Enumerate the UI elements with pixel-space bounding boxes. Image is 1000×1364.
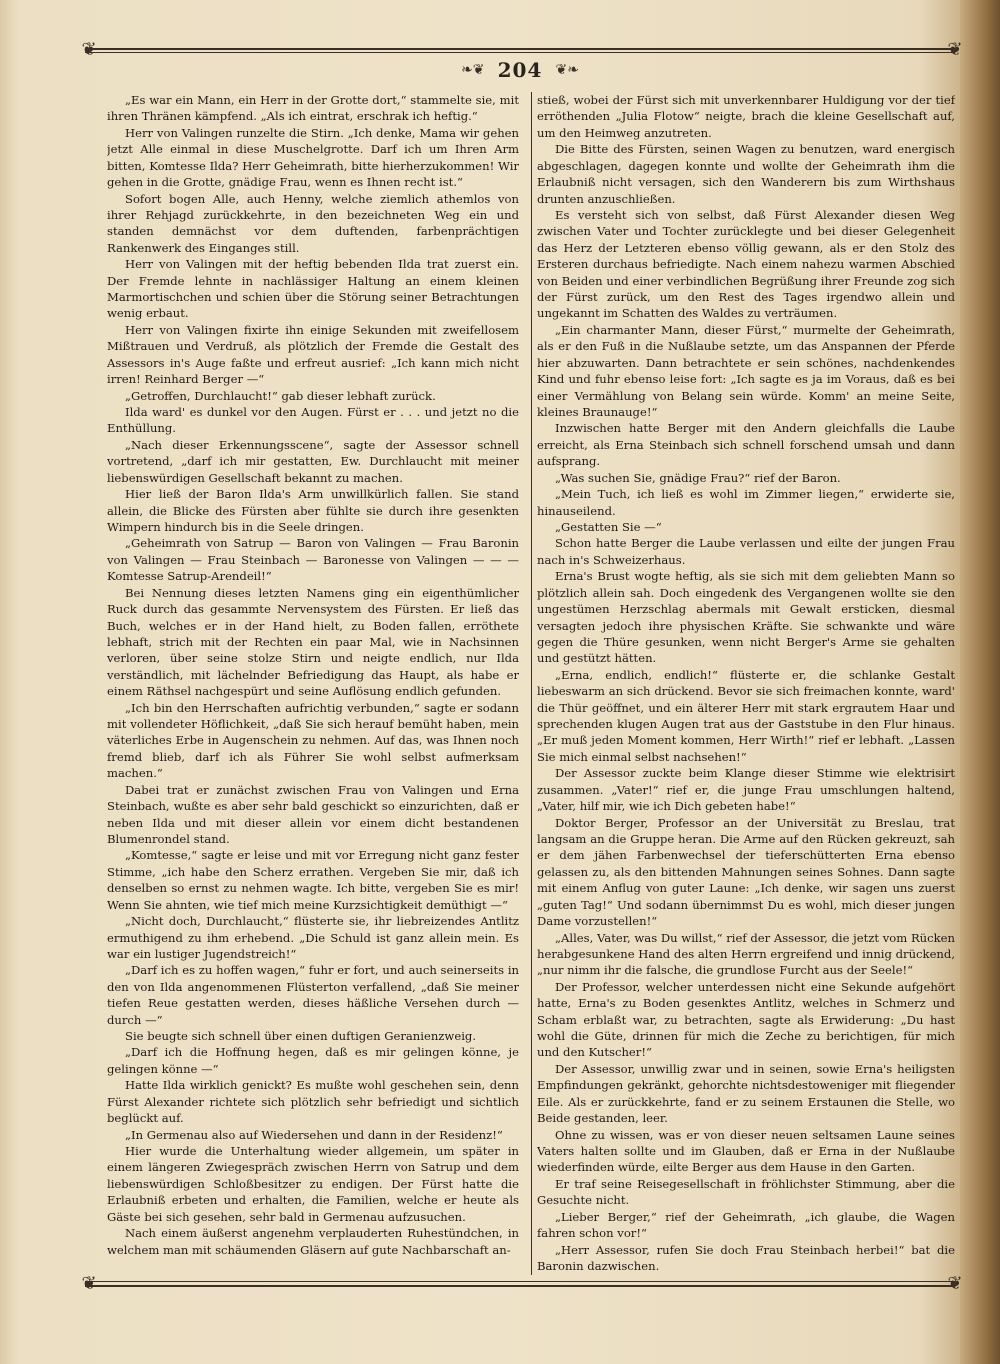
paragraph: „Alles, Vater, was Du willst,“ rief der Assessor, die jetzt vom Rücken herabgesunkene Hand des alten Herrn ergreifend und innig drückend, „nur nimm ihr die falsche, die grundlose Furcht aus der Seele!“: [537, 930, 955, 978]
paragraph: Der Assessor zuckte beim Klange dieser Stimme wie elektrisirt zusammen. „Vater!“ rief er, die junge Frau umschlungen haltend, „Vater, hilf mir, wie ich Dich gebeten habe!“: [537, 766, 955, 814]
paragraph: Inzwischen hatte Berger mit den Andern gleichfalls die Laube erreicht, als Erna Steinbach sich schnell forschend umsah und dann aufsprang.: [537, 421, 955, 469]
paragraph: Sofort bogen Alle, auch Henny, welche ziemlich athemlos von ihrer Rehjagd zurückkehrte, in den bezeichneten Weg ein und standen demnächst vor dem duftenden, farbenprächtigen Rankenwerk des Einganges still.: [107, 191, 519, 255]
paragraph: Hatte Ilda wirklich genickt? Es mußte wohl geschehen sein, denn Fürst Alexander richtete sich plötzlich sehr befriedigt und sichtlich beglückt auf.: [107, 1078, 519, 1126]
paragraph: „Nach dieser Erkennungsscene“, sagte der Assessor schnell vortretend, „darf ich mir gestatten, Ew. Durchlaucht mit meiner liebenswürdigen Gesellschaft bekannt zu machen.: [107, 437, 519, 485]
header-ornament-left-icon: ❧❦: [461, 62, 485, 78]
paragraph: Doktor Berger, Professor an der Universität zu Breslau, trat langsam an die Gruppe heran. Die Arme auf den Rücken gekreuzt, sah er dem jähen Farbenwechsel der tieferschütterten Erna ebenso gelassen zu, als den bittenden Mahnungen seines Sohnes. Dann sagte mit einem Anflug von guter Laune: „Ich denke, wir sagen uns zuerst „guten Tag!“ Und sodann übernimmst Du es wohl, mich dieser jungen Dame vorzustellen!“: [537, 815, 955, 929]
paragraph: Ohne zu wissen, was er von dieser neuen seltsamen Laune seines Vaters halten sollte und im Glauben, daß er Erna in der Nußlaube wiederfinden würde, eilte Berger aus dem Hause in den Garten.: [537, 1127, 955, 1175]
paragraph: Der Professor, welcher unterdessen nicht eine Sekunde aufgehört hatte, Erna's zu Boden gesenktes Antlitz, welches in Schmerz und Scham erblaßt war, zu betrachten, sagte als Erwiderung: „Du hast wohl die Güte, drinnen für mich die Zeche zu berichtigen, für mich und den Kutscher!“: [537, 979, 955, 1060]
corner-ornament-icon: ❦: [81, 1273, 97, 1294]
binding-spine: [960, 0, 1000, 1364]
paragraph: Erna's Brust wogte heftig, als sie sich mit dem geliebten Mann so plötzlich allein sah. Doch eingedenk des Vergangenen wollte sie den ungestümen Herzschlag abermals mit Gewalt ersticken, diesmal versagten jedoch ihre physischen Kräfte. Sie schwankte und wäre gegen die Thüre gesunken, wenn nicht Berger's Arme sie gehalten und gestützt hätten.: [537, 569, 955, 666]
top-frame-rule-thin: [85, 52, 955, 53]
paragraph: Er traf seine Reisegesellschaft in fröhlichster Stimmung, aber die Gesuchte nicht.: [537, 1176, 955, 1208]
paragraph: „Erna, endlich, endlich!“ flüsterte er, die schlanke Gestalt liebeswarm an sich drückend. Bevor sie sich freimachen konnte, ward' die Thür geöffnet, und ein älterer Herr mit stark ergrautem Haar und sprechenden klugen Augen trat aus der Gaststube in den Flur hinaus. „Er muß jeden Moment kommen, Herr Wirth!“ rief er lebhaft. „Lassen Sie mich einmal selbst nachsehen!“: [537, 667, 955, 764]
paragraph: „Nicht doch, Durchlaucht,“ flüsterte sie, ihr liebreizendes Antlitz ermuthigend zu ihm erhebend. „Die Schuld ist ganz allein mein. Es war ein lustiger Jugendstreich!“: [107, 914, 519, 961]
paragraph: „Ich bin den Herrschaften aufrichtig verbunden,“ sagte er sodann mit vollendeter Höflichkeit, „daß Sie sich herauf bemüht haben, mein väterliches Erbe in Augenschein zu nehmen. Auf das, was Ihnen noch fremd blieb, darf ich als Führer Sie wohl selbst aufmerksam machen.“: [107, 700, 519, 781]
paragraph: „Geheimrath von Satrup — Baron von Valingen — Frau Baronin von Valingen — Frau Steinbach — Baronesse von Valingen — — — Komtesse Satrup-Arendeil!“: [107, 536, 519, 584]
bottom-frame-rule: [85, 1285, 955, 1287]
paragraph: „Es war ein Mann, ein Herr in der Grotte dort,“ stammelte sie, mit ihren Thränen kämpfend. „Als ich eintrat, erschrak ich heftig.“: [107, 93, 519, 124]
paragraph: Herr von Valingen runzelte die Stirn. „Ich denke, Mama wir gehen jetzt Alle einmal in diese Muschelgrotte. Darf ich um Ihren Arm bitten, Komtesse Ilda? Herr Geheimrath, bitte hierherzukommen! Wir gehen in die Grotte, gnädige Frau, wenn es Ihnen recht ist.“: [107, 125, 519, 190]
header-ornament-right-icon: ❦❧: [555, 62, 579, 78]
paragraph: Bei Nennung dieses letzten Namens ging ein eigenthümlicher Ruck durch das gesammte Nervensystem des Fürsten. Er ließ das Buch, welches er in der Hand hielt, zu Boden fallen, erröthete lebhaft, strich mit der Rechten ein paar Mal, wie in Nachsinnen verloren, über seine stolze Stirn und neigte endlich, nur Ilda verständlich, mit lächelnder Befriedigung das Haupt, als habe er einem Räthsel nachgespürt und seine Auflösung endlich gefunden.: [107, 585, 519, 699]
page-header: [85, 58, 955, 86]
paragraph: „In Germenau also auf Wiedersehen und dann in der Residenz!“: [125, 1127, 503, 1142]
top-frame-rule: [85, 48, 955, 50]
paragraph: „Darf ich die Hoffnung hegen, daß es mir gelingen könne, je gelingen könne —“: [107, 1045, 519, 1076]
paragraph: „Mein Tuch, ich ließ es wohl im Zimmer liegen,“ erwiderte sie, hinauseilend.: [537, 487, 955, 518]
column-divider: [531, 92, 532, 1275]
corner-ornament-icon: ❦: [947, 1273, 963, 1294]
paragraph: stieß, wobei der Fürst sich mit unverkennbarer Huldigung vor der tief erröthenden „Julia Flotow“ neigte, brach die kleine Gesellschaft auf, um den Heimweg anzutreten.: [537, 93, 955, 140]
paragraph: Nach einem äußerst angenehm verplauderten Ruhestündchen, in welchem man mit schäumenden Gläsern auf gute Nachbarschaft an-: [107, 1226, 519, 1257]
paragraph: „Darf ich es zu hoffen wagen,“ fuhr er fort, und auch seinerseits in den von Ilda angenommenen Flüsterton verfallend, „daß Sie meiner tiefen Reue gestatten werden, dieses häßliche Versehen durch — durch —“: [107, 963, 519, 1027]
paragraph: „Lieber Berger,“ rief der Geheimrath, „ich glaube, die Wagen fahren schon vor!“: [537, 1209, 955, 1241]
paragraph: Die Bitte des Fürsten, seinen Wagen zu benutzen, ward energisch abgeschlagen, dagegen konnte und wollte der Geheimrath ihm die Erlaubniß nicht versagen, sich den Wanderern bis zum Wirthshaus drunten anzuschließen.: [537, 142, 955, 206]
paragraph: Hier wurde die Unterhaltung wieder allgemein, um später in einem längeren Zwiegespräch zwischen Herrn von Satrup und dem liebenswürdigen Schloßbesitzer zu endigen. Der Fürst hatte die Erlaubniß erbeten und erhalten, die Familien, welche er heute als Gäste bei sich gesehen, sehr bald in Germenau aufzusuchen.: [107, 1144, 519, 1224]
paragraph: Sie beugte sich schnell über einen duftigen Geranienzweig.: [125, 1029, 477, 1044]
bottom-frame-rule-thin: [85, 1281, 955, 1282]
paragraph: „Komtesse,“ sagte er leise und mit vor Erregung nicht ganz fester Stimme, „ich habe den Scherz errathen. Vergeben Sie mir, daß ich denselben so ernst zu nehmen wagte. Ich bitte, vergeben Sie es mir! Wenn Sie ahnten, wie tief mich meine Kurzsichtigkeit demüthigt —“: [107, 848, 519, 912]
paragraph: Es versteht sich von selbst, daß Fürst Alexander diesen Weg zwischen Vater und Tochter zurücklegte und bei dieser Gelegenheit das Herz der Letzteren ebenso völlig gewann, als er den Stolz des Ersteren durchaus befriedigte. Nach einem nahezu warmen Abschied von Beiden und einer verbindlichen Begrüßung ihrer Freunde zog sich der Fürst zurück, um den Rest des Tages irgendwo allein und ungekannt im Schatten des Waldes zu verträumen.: [537, 207, 955, 321]
page-number: 204: [497, 58, 543, 82]
paragraph: Ilda ward' es dunkel vor den Augen. Fürst er . . . und jetzt no die Enthüllung.: [107, 405, 519, 436]
corner-ornament-icon: ❦: [81, 39, 97, 60]
paragraph: „Was suchen Sie, gnädige Frau?“ rief der Baron.: [555, 470, 841, 485]
paragraph: Der Assessor, unwillig zwar und in seinen, sowie Erna's heiligsten Empfindungen gekränkt, gehorchte nichtsdestoweniger mit fliegender Eile. Als er zurückkehrte, fand er zu seinem Erstaunen die Stelle, wo Beide gestanden, leer.: [537, 1061, 955, 1126]
paragraph: „Gestatten Sie —“: [555, 519, 662, 534]
paragraph: Hier ließ der Baron Ilda's Arm unwillkürlich fallen. Sie stand allein, die Blicke des Fürsten aber fühlte sie durch ihre gesenkten Wimpern hindurch bis in die Seele dringen.: [107, 487, 519, 534]
paragraph: Herr von Valingen mit der heftig bebenden Ilda trat zuerst ein. Der Fremde lehnte in nachlässiger Haltung an einem kleinen Marmortischchen und schien über die Störung seiner Betrachtungen wenig erbaut.: [107, 257, 519, 321]
paragraph: Dabei trat er zunächst zwischen Frau von Valingen und Erna Steinbach, wußte es aber sehr bald geschickt so einzurichten, daß er neben Ilda und mit dieser allein vor einem dicht bestandenen Blumenrondel stand.: [107, 782, 519, 846]
paragraph: Schon hatte Berger die Laube verlassen und eilte der jungen Frau nach in's Schweizerhaus.: [537, 536, 955, 567]
corner-ornament-icon: ❦: [947, 39, 963, 60]
paragraph: „Getroffen, Durchlaucht!“ gab dieser lebhaft zurück.: [125, 388, 436, 403]
paragraph: „Ein charmanter Mann, dieser Fürst,“ murmelte der Geheimrath, als er den Fuß in die Nußlaube setzte, um das Anspannen der Pferde hier abzuwarten. Dann betrachtete er sein schönes, nachdenkendes Kind und fuhr ebenso leise fort: „Ich sagte es ja im Voraus, daß es bei einer Vermählung von Belang sein würde. Komm' an meine Seite, kleines Braunauge!“: [537, 322, 955, 420]
paragraph: Herr von Valingen fixirte ihn einige Sekunden mit zweifellosem Mißtrauen und Verdruß, als plötzlich der Fremde die Gestalt des Assessors in's Auge faßte und erfreut ausrief: „Ich kann mich nicht irren! Reinhard Berger —“: [107, 322, 519, 387]
left-column: [107, 92, 519, 1274]
right-column: [537, 92, 955, 1274]
paragraph: „Herr Assessor, rufen Sie doch Frau Steinbach herbei!“ bat die Baronin dazwischen.: [537, 1242, 955, 1273]
